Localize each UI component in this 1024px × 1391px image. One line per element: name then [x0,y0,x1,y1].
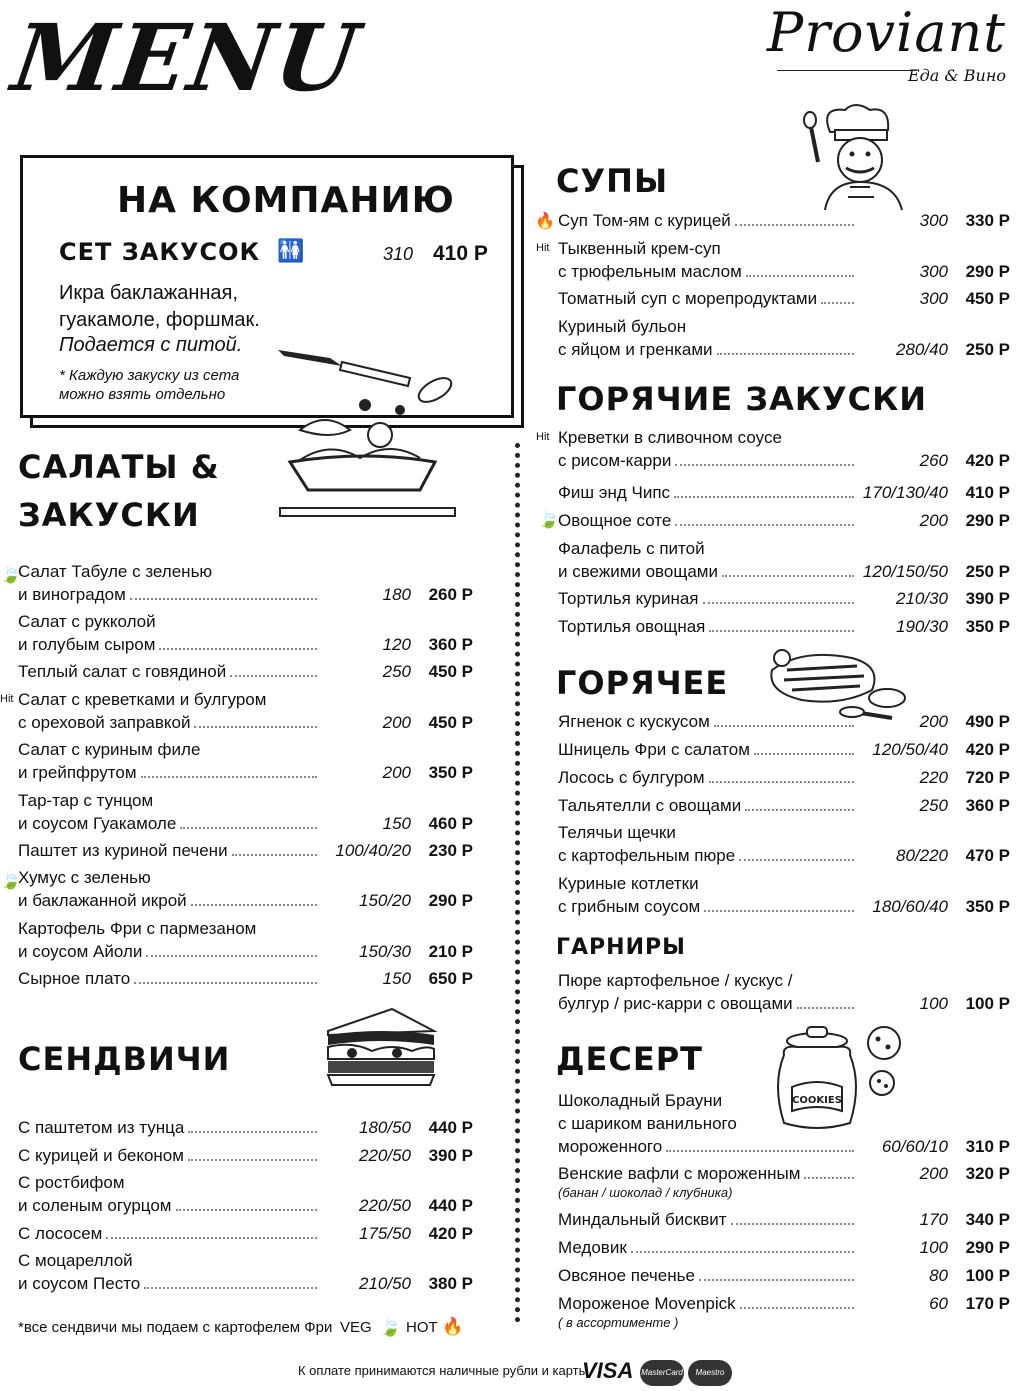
salads-title-line1: САЛАТЫ & [18,448,220,486]
item-name: Ягненок с кускусом [558,712,710,731]
menu-item [18,839,473,862]
menu-item [18,866,473,912]
dot-leader [191,904,317,906]
item-name: с ореховой заправкой [18,713,191,732]
item-price: 440 Р [428,1196,473,1215]
veg-leaf-icon: 🍃 [0,565,22,584]
item-name: Тортилья овощная [558,617,706,636]
item-name: и свежими овощами [558,562,718,581]
knife-vegetables-illustration [270,340,470,520]
item-price: 210 Р [428,942,473,961]
set-weight: 310 [383,244,414,264]
dot-leader [735,224,854,226]
item-name: С курицей и беконом [18,1146,184,1165]
veg-leaf-icon: 🍃 [538,510,560,529]
brand-divider [777,70,917,71]
item-price: 410 Р [965,483,1010,502]
item-name: с картофельным пюре [558,846,736,865]
menu-item [558,1292,1010,1331]
item-name: Картофель Фри с пармезаном [18,919,257,938]
menu-item [18,1116,473,1139]
chef-illustration [790,102,910,212]
item-weight: 200 [382,763,411,782]
veg-leaf-icon: 🍃 [0,871,22,890]
menu-item [18,1171,473,1217]
hit-badge: Hit [0,693,14,705]
item-note: ( в ассортименте ) [558,1315,679,1330]
brand-logo [766,1,1006,85]
item-weight: 180 [382,585,411,604]
item-weight: 200 [919,511,948,530]
item-weight: 260 [919,451,948,470]
menu-item [18,610,473,656]
item-weight: 60/60/10 [881,1137,948,1156]
item-name: и виноградом [18,585,126,604]
item-price: 450 Р [965,289,1010,308]
menu-item [558,287,1010,310]
item-name: С ростбифом [18,1173,125,1192]
item-weight: 280/40 [896,340,948,359]
menu-item [558,587,1010,610]
hot-flame-icon: 🔥 [442,1317,464,1336]
item-weight: 80/220 [896,846,948,865]
item-name: Мороженое Movenpick [558,1294,736,1313]
dot-leader [232,854,317,856]
menu-item [558,1162,1010,1201]
item-weight: 190/30 [896,617,948,636]
cookies-label: COOKIES [792,1095,842,1106]
item-name: Медовик [558,1238,627,1257]
dot-leader [675,464,854,466]
set-served: Подается с питой. [59,334,243,356]
item-price: 100 Р [965,994,1010,1013]
sandwich-footnote: *все сендвичи мы подаем с картофелем Фри [18,1319,333,1336]
item-price: 230 Р [428,841,473,860]
dot-leader [146,955,317,957]
menu-item [18,967,473,990]
item-name: с шариком ванильного [558,1114,737,1133]
item-price: 360 Р [428,635,473,654]
item-price: 290 Р [428,891,473,910]
item-weight: 200 [919,712,948,731]
item-price: 290 Р [965,1238,1010,1257]
item-name: с трюфельным маслом [558,262,742,281]
salads-title-line2: ЗАКУСКИ [18,496,200,534]
set-note-line: * Каждую закуску из сета [59,367,240,384]
menu-item [558,1236,1010,1259]
item-name: Овощное соте [558,511,672,530]
hot-flame-icon: 🔥 [535,213,555,230]
dot-leader [631,1251,854,1253]
item-name: Тортилья куриная [558,589,699,608]
item-weight: 220/50 [359,1146,411,1165]
item-price: 100 Р [965,1266,1010,1285]
item-price: 450 Р [428,662,473,681]
menu-item [558,766,1010,789]
item-weight: 120/150/50 [862,562,948,581]
dot-leader [230,675,317,677]
dot-leader [709,781,854,783]
item-weight: 180/60/40 [872,897,948,916]
item-name: Салат Табуле с зеленью [18,562,213,581]
item-name: и соусом Гуакамоле [18,814,177,833]
veg-leaf-icon: 🍃 [379,1317,402,1337]
hot-legend-label: HOT [406,1319,438,1336]
item-name: Паштет из куриной печени [18,841,228,860]
menu-item [558,209,1010,232]
item-name: Салат с рукколой [18,612,156,631]
menu-item [558,481,1010,504]
brand-subtitle: Еда & Вино [907,66,1006,85]
item-price: 420 Р [965,451,1010,470]
dot-leader [722,575,854,577]
menu-item [558,710,1010,733]
dot-leader [739,859,854,861]
dot-leader [699,1279,854,1281]
item-price: 170 Р [965,1294,1010,1313]
item-weight: 150/20 [359,891,411,910]
menu-item [558,821,1010,867]
item-price: 350 Р [965,897,1010,916]
item-weight: 80 [929,1266,948,1285]
item-price: 320 Р [965,1164,1010,1183]
menu-item [18,1222,473,1245]
sandwich-illustration [322,1005,442,1090]
dot-leader [709,630,854,632]
item-weight: 180/50 [359,1118,411,1137]
set-note-line: можно взять отдельно [59,386,226,403]
item-weight: 210/30 [896,589,948,608]
item-weight: 120/50/40 [872,740,948,759]
dot-leader [666,1150,854,1152]
veg-legend-label: VEG [340,1319,372,1336]
menu-item [558,615,1010,638]
dot-leader [188,1131,317,1133]
item-price: 650 Р [428,969,473,988]
item-name: Сырное плато [18,969,131,988]
dot-leader [159,648,317,650]
item-weight: 200 [919,1164,948,1183]
item-name: с рисом-карри [558,451,672,470]
item-weight: 120 [382,635,411,654]
item-name: мороженного [558,1137,663,1156]
dot-leader [130,598,317,600]
item-weight: 300 [919,211,948,230]
item-weight: 220/50 [359,1196,411,1215]
set-desc-line: Икра баклажанная, [59,282,238,304]
menu-item [18,1144,473,1167]
item-weight: 200 [382,713,411,732]
item-price: 350 Р [965,617,1010,636]
set-desc-line: гуакамоле, форшмак. [59,309,260,331]
item-price: 310 Р [965,1137,1010,1156]
dot-leader [740,1307,854,1309]
item-name: и соусом Песто [18,1274,141,1293]
item-name: Шоколадный Брауни [558,1091,723,1110]
item-name: с грибным соусом [558,897,701,916]
dot-leader [745,809,854,811]
item-price: 450 Р [428,713,473,732]
item-name: Томатный суп с морепродуктами [558,289,818,308]
sides-title: ГАРНИРЫ [556,935,686,960]
sandwiches-title: СЕНДВИЧИ [18,1040,231,1078]
item-name: Хумус с зеленью [18,868,151,887]
menu-item [558,509,1010,532]
item-price: 260 Р [428,585,473,604]
menu-item [558,315,1010,361]
menu-item [18,738,473,784]
item-name: Миндальный бисквит [558,1210,727,1229]
item-name: Суп Том-ям с курицей [558,211,731,230]
item-weight: 100 [919,1238,948,1257]
item-name: Теплый салат с говядиной [18,662,227,681]
dot-leader [821,302,854,304]
item-price: 390 Р [428,1146,473,1165]
set-description [59,280,260,334]
set-note [59,366,279,404]
item-name: Куриные котлетки [558,874,699,893]
dot-leader [134,982,317,984]
dot-leader [141,776,317,778]
item-name: Куриный бульон [558,317,687,336]
item-weight: 220 [919,768,948,787]
menu-item [558,738,1010,761]
item-name: Телячьи щечки [558,823,676,842]
item-price: 250 Р [965,562,1010,581]
dot-leader [754,753,854,755]
item-weight: 100/40/20 [335,841,411,860]
item-name: С лососем [18,1224,103,1243]
menu-item [558,537,1010,583]
item-name: С моцареллой [18,1251,133,1270]
dot-leader [731,1223,854,1225]
menu-item [558,1089,1010,1158]
item-weight: 150 [382,814,411,833]
item-weight: 170/130/40 [862,483,948,502]
menu-item [18,789,473,835]
dot-leader [675,524,854,526]
dot-leader [714,725,854,727]
menu-item [18,660,473,683]
hit-badge: Hit [536,431,550,443]
menu-item [18,560,473,606]
dot-leader [717,353,854,355]
menu-item [558,237,1010,283]
item-name: С паштетом из тунца [18,1118,185,1137]
hot-snacks-title: ГОРЯЧИЕ ЗАКУСКИ [556,380,928,418]
item-price: 380 Р [428,1274,473,1293]
item-price: 420 Р [965,740,1010,759]
item-name: Венские вафли с мороженным [558,1164,801,1183]
item-name: булгур / рис-карри с овощами [558,994,793,1013]
item-price: 440 Р [428,1118,473,1137]
item-weight: 210/50 [359,1274,411,1293]
item-price: 350 Р [428,763,473,782]
item-name: Тальятелли с овощами [558,796,742,815]
item-price: 470 Р [965,846,1010,865]
item-name: Шницель Фри с салатом [558,740,750,759]
item-name: Салат с куриным филе [18,740,201,759]
menu-item [558,969,1010,1015]
visa-logo: VISA [582,1358,634,1383]
item-name: и соленым огурцом [18,1196,172,1215]
item-name: и голубым сыром [18,635,156,654]
item-name: Лосось с булгуром [558,768,705,787]
column-divider [515,443,520,1323]
menu-item [558,1264,1010,1287]
item-name: Салат с креветками и булгуром [18,690,267,709]
dot-leader [674,496,854,498]
brand-name: Proviant [766,1,1006,64]
desserts-title: ДЕСЕРТ [556,1040,703,1078]
item-name: и соусом Айоли [18,942,143,961]
item-weight: 60 [929,1294,948,1313]
item-name: Овсяное печенье [558,1266,695,1285]
item-price: 420 Р [428,1224,473,1243]
set-price: 410 Р [433,242,488,265]
item-weight: 175/50 [359,1224,411,1243]
menu-title: MENU [6,4,366,112]
dot-leader [703,602,854,604]
dot-leader [180,827,317,829]
item-name: с яйцом и гренками [558,340,713,359]
dot-leader [194,726,317,728]
item-weight: 300 [919,289,948,308]
item-weight: 150/30 [359,942,411,961]
maestro-logo: Maestro [688,1360,732,1386]
item-price: 290 Р [965,262,1010,281]
item-name: Тыквенный крем-суп [558,239,721,258]
menu-item [558,426,1010,472]
hit-badge: Hit [536,242,550,254]
menu-item [558,1208,1010,1231]
soups-title: СУПЫ [556,162,669,200]
item-price: 390 Р [965,589,1010,608]
menu-item [18,1249,473,1295]
menu-item [558,794,1010,817]
item-name: Фиш энд Чипс [558,483,671,502]
item-weight: 170 [919,1210,948,1229]
item-name: Креветки в сливочном соусе [558,428,782,447]
item-name: Тар-тар с тунцом [18,791,154,810]
dot-leader [144,1287,317,1289]
item-price: 360 Р [965,796,1010,815]
item-price: 330 Р [965,211,1010,230]
people-icon: 🚻 [277,238,305,263]
item-note: (банан / шоколад / клубника) [558,1185,733,1200]
menu-item [18,917,473,963]
item-name: и баклажанной икрой [18,891,187,910]
item-weight: 250 [919,796,948,815]
item-weight: 100 [919,994,948,1013]
set-title: СЕТ ЗАКУСОК [59,238,261,266]
item-price: 250 Р [965,340,1010,359]
mastercard-logo: MasterCard [640,1360,684,1386]
menu-item [18,688,473,734]
dot-leader [106,1237,317,1239]
dot-leader [797,1007,854,1009]
promo-title: НА КОМПАНИЮ [117,180,455,221]
item-name: Фалафель с питой [558,539,705,558]
item-price: 460 Р [428,814,473,833]
dot-leader [176,1209,318,1211]
menu-item [558,872,1010,918]
item-price: 340 Р [965,1210,1010,1229]
dot-leader [188,1159,317,1161]
item-weight: 300 [919,262,948,281]
payment-note: К оплате принимаются наличные рубли и карты [298,1363,588,1378]
item-price: 720 Р [965,768,1010,787]
item-price: 290 Р [965,511,1010,530]
item-name: Пюре картофельное / кускус / [558,971,793,990]
item-name: и грейпфрутом [18,763,137,782]
item-weight: 250 [382,662,411,681]
dot-leader [804,1177,854,1179]
mains-title: ГОРЯЧЕЕ [556,664,729,702]
dot-leader [704,910,854,912]
item-price: 490 Р [965,712,1010,731]
dot-leader [746,275,854,277]
item-weight: 150 [382,969,411,988]
